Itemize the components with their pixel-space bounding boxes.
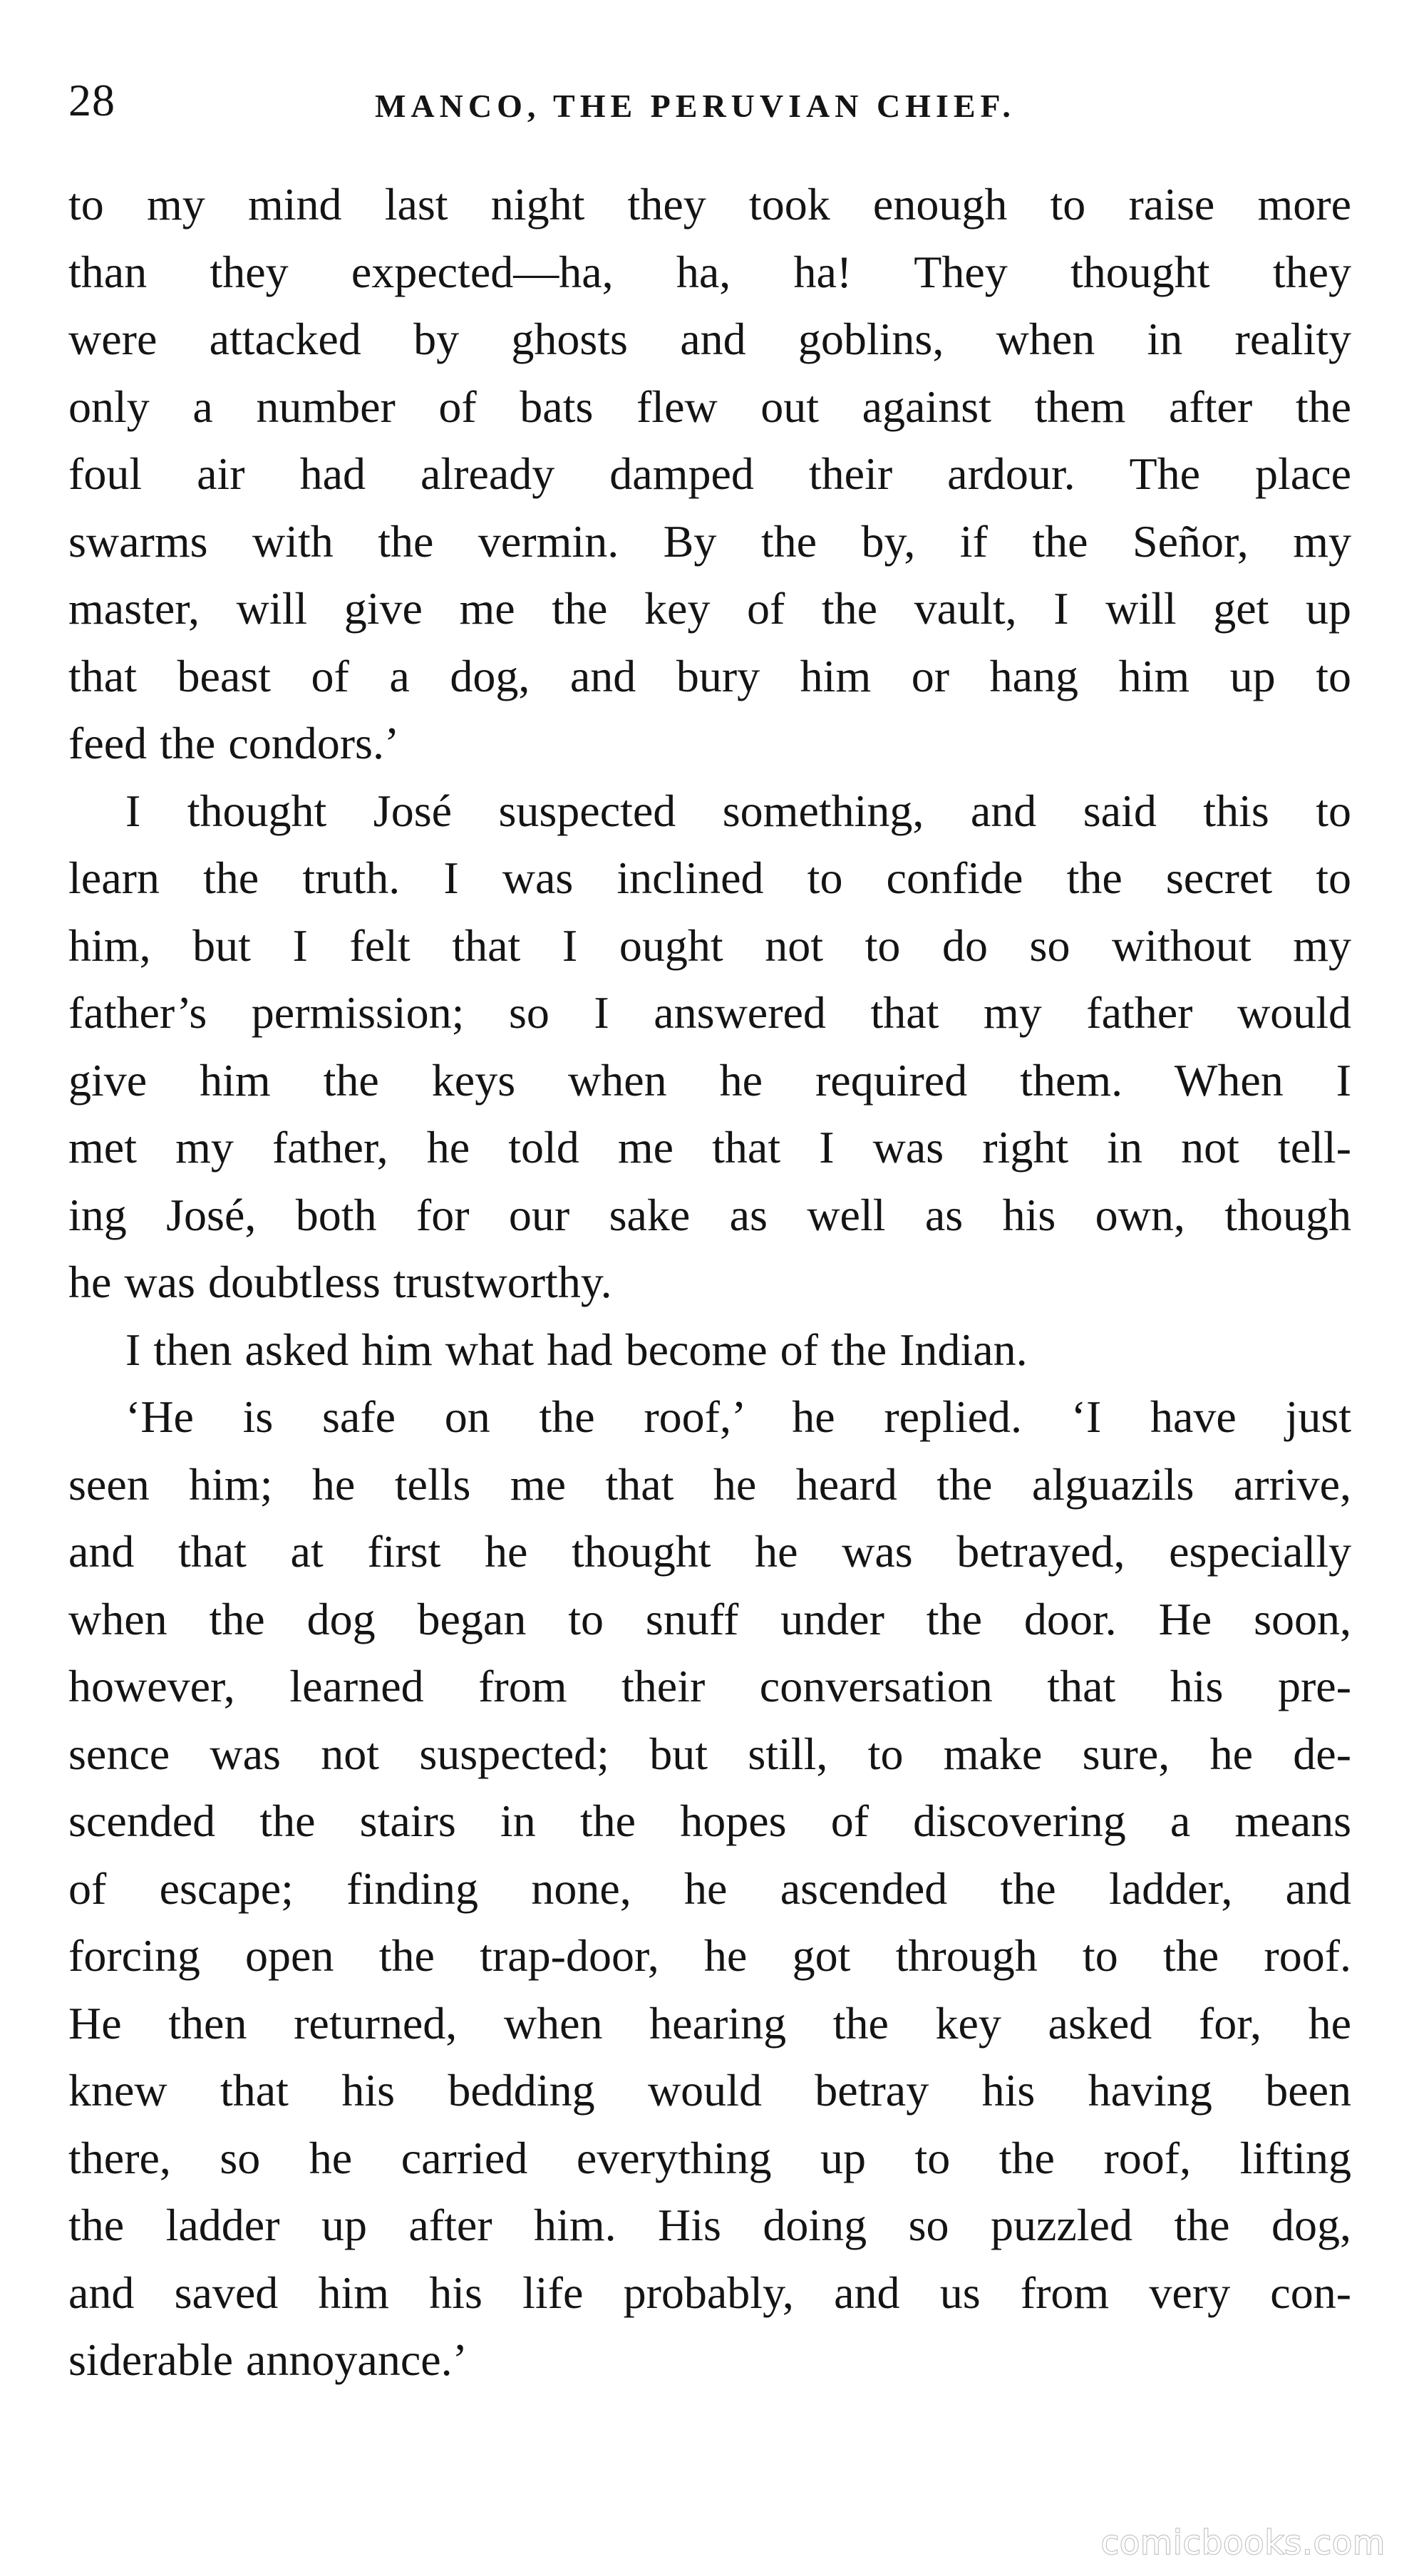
text-line: of escape; finding none, he ascended the ladder, and [68,1863,1351,1914]
text-line: met my father, he told me that I was right in not tell- [68,1122,1351,1173]
text-line: feed the condors.’ [68,718,400,768]
page-number: 28 [68,75,115,125]
paragraph-first-line: I then asked him what had become of the Indian. [125,1324,1028,1375]
text-line: seen him; he tells me that he heard the alguazils arrive, [68,1458,1351,1510]
text-line: only a number of bats flew out against them after the [68,381,1351,432]
text-line: that beast of a dog, and bury him or hang him up to [68,650,1351,701]
paragraph-first-line: ‘He is safe on the roof,’ he replied. ‘I have just [125,1391,1351,1442]
text-line: foul air had already damped their ardour. The place [68,448,1351,499]
text-line: and saved him his life probably, and us from very con- [68,2267,1351,2318]
text-line: than they expected—ha, ha, ha! They thought they [68,246,1351,297]
text-line: were attacked by ghosts and goblins, when in reality [68,314,1351,364]
text-line: sence was not suspected; but still, to make sure, he de- [68,1728,1351,1779]
text-line: knew that his bedding would betray his having been [68,2065,1351,2116]
text-line: when the dog began to snuff under the door. He soon, [68,1593,1351,1644]
text-line: the ladder up after him. His doing so puzzled the dog, [68,2200,1351,2250]
text-line: scended the stairs in the hopes of discovering a means [68,1796,1351,1846]
text-line: ing José, both for our sake as well as his own, though [68,1189,1351,1240]
page-header [68,68,1351,133]
running-head: MANCO, THE PERUVIAN CHIEF. [375,88,1016,124]
text-line: he was doubtless trustworthy. [68,1257,612,1307]
text-line: to my mind last night they took enough to raise more [68,179,1351,230]
text-line: and that at first he thought he was betrayed, especially [68,1526,1351,1577]
text-line: however, learned from their conversation that his pre- [68,1661,1351,1711]
watermark: comicbooks.com [1100,2523,1385,2562]
text-line: forcing open the trap-door, he got through to the roof. [68,1930,1351,1981]
body-text [68,171,1351,2394]
text-line: give him the keys when he required them. When I [68,1054,1351,1106]
text-line: master, will give me the key of the vault, I will get up [68,583,1351,634]
paragraph-first-line: I thought José suspected something, and said this to [125,785,1351,836]
text-line: learn the truth. I was inclined to confide the secret to [68,852,1351,903]
text-line: swarms with the vermin. By the by, if the Señor, my [68,515,1351,567]
text-line: siderable annoyance.’ [68,2334,468,2385]
text-line: him, but I felt that I ought not to do so without my [68,919,1351,971]
text-line: He then returned, when hearing the key asked for, he [68,1997,1351,2049]
text-line: there, so he carried everything up to the roof, lifting [68,2132,1351,2183]
text-line: father’s permission; so I answered that my father would [68,987,1351,1038]
